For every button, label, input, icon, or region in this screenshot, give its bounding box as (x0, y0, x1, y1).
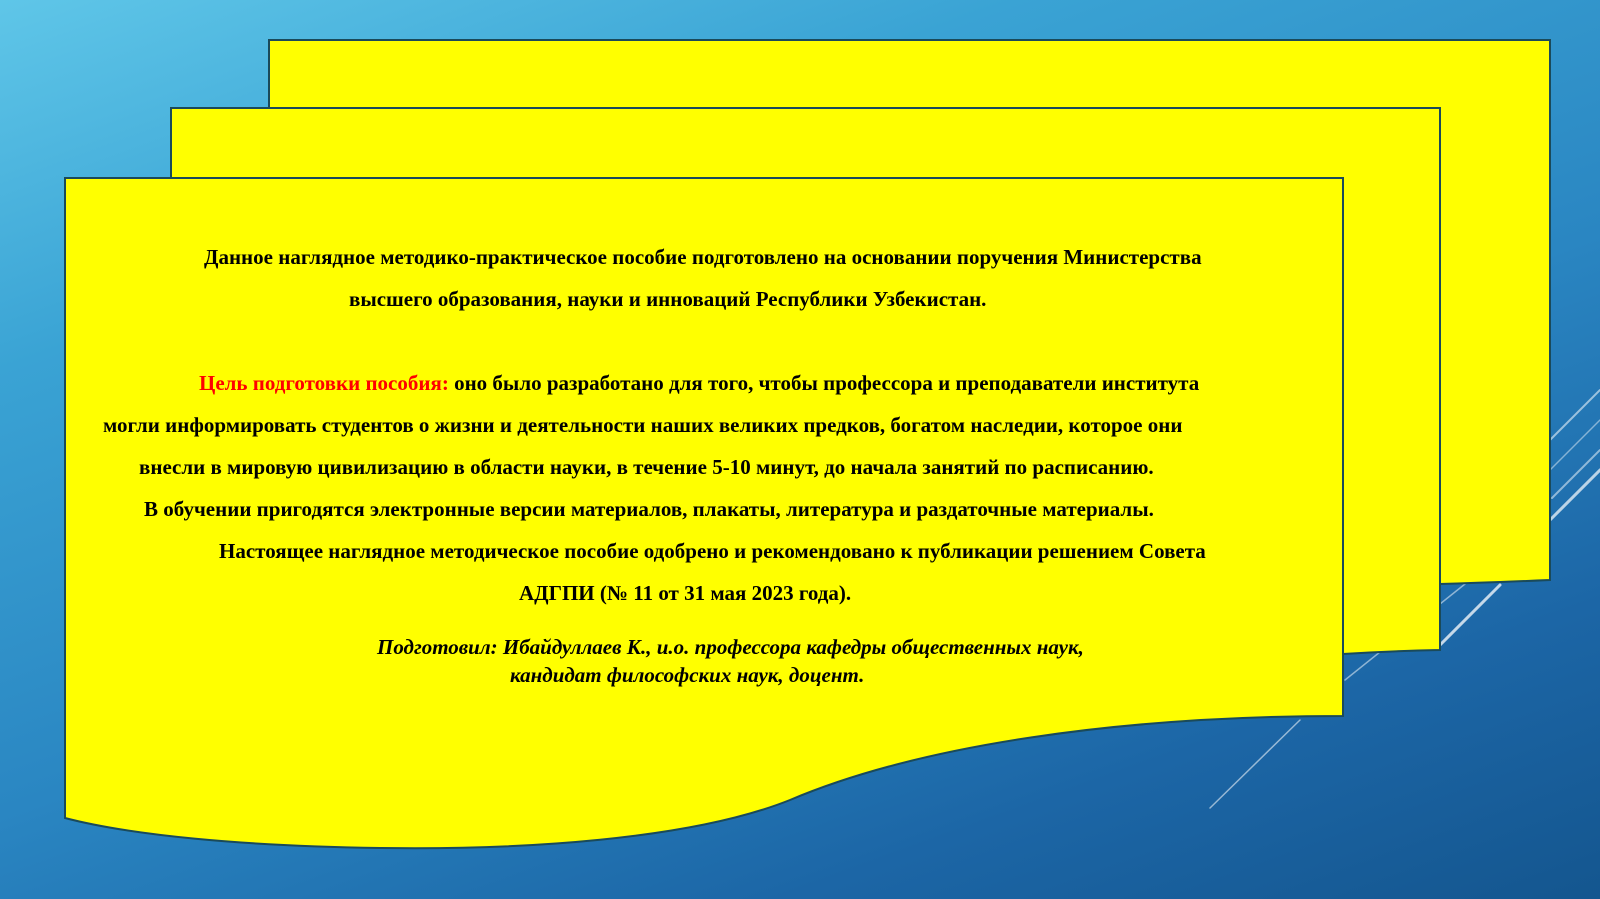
goal-label: Цель подготовки пособия: (199, 371, 449, 395)
author-line-1: Подготовил: Ибайдуллаев К., и.о. профессора кафедры общественных наук, (377, 635, 1084, 659)
goal-line-1 (199, 362, 1199, 404)
goal-line-2: могли информировать студентов о жизни и деятельности наших великих предков, богатом наследии, которое они (103, 413, 1183, 437)
approval-line-1: Настоящее наглядное методическое пособие одобрено и рекомендовано к публикации решением Совета (219, 539, 1206, 563)
goal-text: оно было разработано для того, чтобы профессора и преподаватели института (448, 371, 1200, 395)
materials-line: В обучении пригодятся электронные версии материалов, плакаты, литература и раздаточные материалы. (144, 497, 1154, 521)
intro-line-2: высшего образования, науки и инноваций Республики Узбекистан. (349, 287, 987, 311)
intro-line-1: Данное наглядное методико-практическое пособие подготовлено на основании поручения Министерства (204, 245, 1202, 269)
author-line-2: кандидат философских наук, доцент. (510, 663, 865, 687)
approval-line-2: АДГПИ (№ 11 от 31 мая 2023 года). (519, 581, 852, 605)
slide-text (64, 176, 1344, 736)
goal-line-3: внесли в мировую цивилизацию в области науки, в течение 5-10 минут, до начала занятий по расписанию. (139, 455, 1154, 479)
